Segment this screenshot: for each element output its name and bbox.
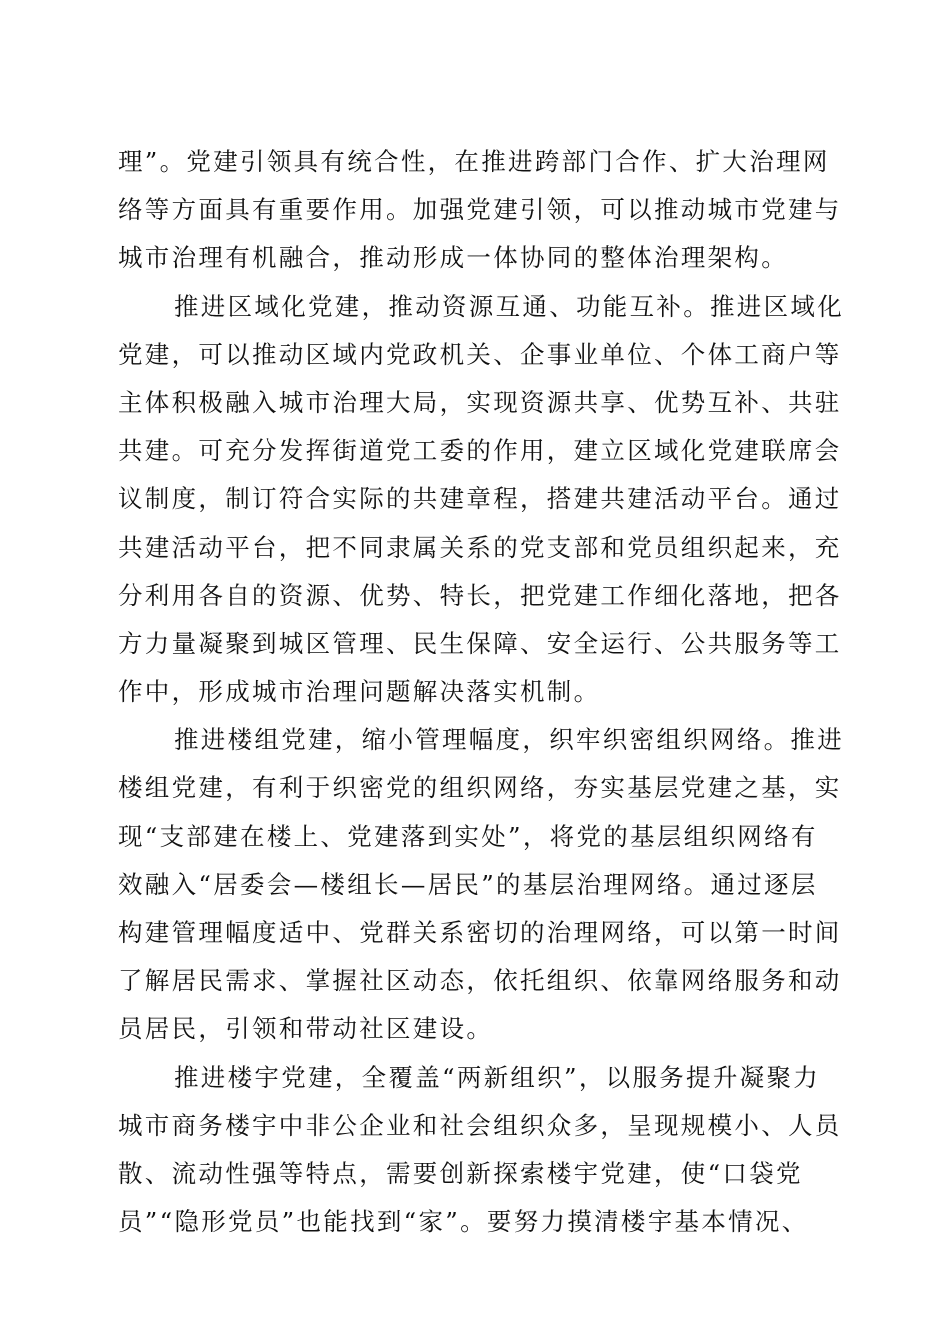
text-line: 了解居民需求、掌握社区动态，依托组织、依靠网络服务和动: [118, 966, 842, 996]
text-line: 散、流动性强等特点，需要创新探索楼宇党建，使“口袋党: [118, 1158, 803, 1188]
paragraph-first-line: 推进楼组党建，缩小管理幅度，织牢织密组织网络。推进: [174, 725, 844, 755]
text-line: 理”。党建引领具有统合性，在推进跨部门合作、扩大治理网: [118, 147, 830, 176]
text-line: 分利用各自的资源、优势、特长，把党建工作细化落地，把各: [118, 580, 842, 610]
text-line: 城市治理有机融合，推动形成一体协同的整体治理架构。: [118, 243, 788, 273]
text-line: 作中，形成城市治理问题解决落实机制。: [118, 677, 601, 707]
text-line: 员居民，引领和带动社区建设。: [118, 1014, 494, 1044]
text-line: 主体积极融入城市治理大局，实现资源共享、优势互补、共驻: [118, 387, 842, 417]
text-line: 方力量凝聚到城区管理、民生保障、安全运行、公共服务等工: [118, 628, 842, 658]
paragraph-first-line: 推进区域化党建，推动资源互通、功能互补。推进区域化: [174, 291, 844, 321]
text-line: 现“支部建在楼上、党建落到实处”，将党的基层组织网络有: [118, 821, 818, 851]
text-line: 议制度，制订符合实际的共建章程，搭建共建活动平台。通过: [118, 484, 842, 514]
body-text: [118, 138, 844, 1246]
text-line: 效融入“居委会—楼组长—居民”的基层治理网络。通过逐层: [118, 869, 818, 899]
text-line: 党建，可以推动区域内党政机关、企事业单位、个体工商户等: [118, 339, 842, 369]
text-line: 络等方面具有重要作用。加强党建引领，可以推动城市党建与: [118, 195, 842, 225]
text-line: 共建。可充分发挥街道党工委的作用，建立区域化党建联席会: [118, 436, 842, 466]
text-line: 构建管理幅度适中、党群关系密切的治理网络，可以第一时间: [118, 918, 842, 947]
text-line: 员”“隐形党员”也能找到“家”。要努力摸清楼宇基本情况、: [118, 1207, 809, 1237]
text-line: 共建活动平台，把不同隶属关系的党支部和党员组织起来，充: [118, 532, 842, 562]
paragraph-first-line: 推进楼宇党建，全覆盖“两新组织”，以服务提升凝聚力: [174, 1062, 821, 1092]
text-line: 城市商务楼宇中非公企业和社会组织众多，呈现规模小、人员: [118, 1110, 842, 1140]
text-line: 楼组党建，有利于织密党的组织网络，夯实基层党建之基，实: [118, 773, 842, 803]
